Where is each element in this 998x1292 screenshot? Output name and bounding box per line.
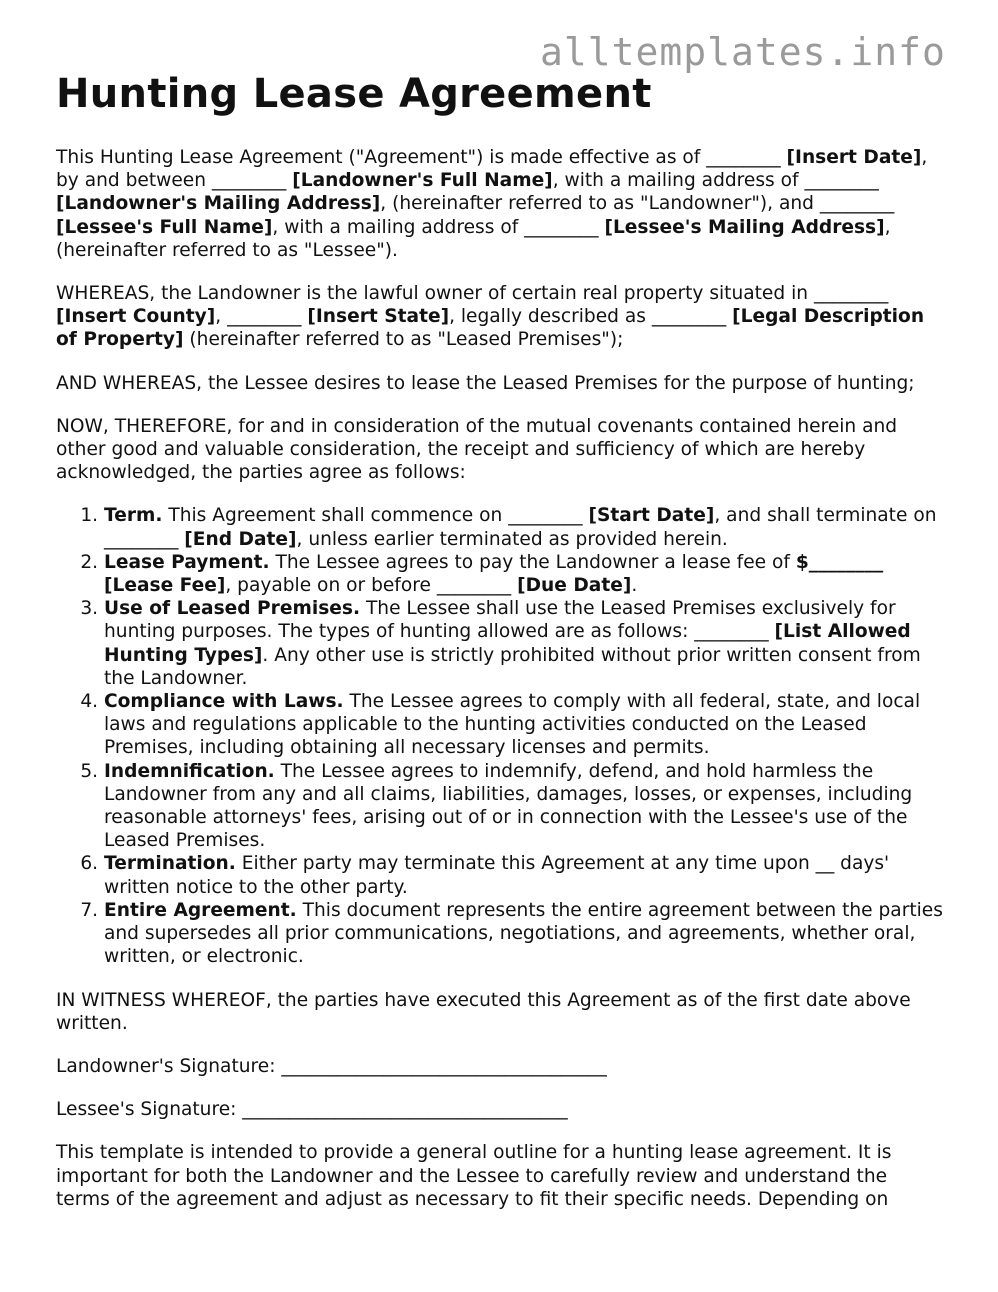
use-of-premises-item bbox=[104, 597, 946, 690]
placeholder-hunting-types: [List Allowed Hunting Types] bbox=[104, 621, 911, 666]
placeholder-county: [Insert County] bbox=[56, 306, 216, 328]
terms-list bbox=[56, 504, 946, 968]
intro-text-5: , with a mailing address of ________ bbox=[272, 216, 605, 238]
placeholder-due-date: [Due Date] bbox=[517, 575, 632, 597]
and-whereas-paragraph: AND WHEREAS, the Lessee desires to lease the Leased Premises for the purpose of hunting; bbox=[56, 372, 915, 394]
intro-text-2: , by and between ________ bbox=[56, 147, 928, 192]
whereas-text-4: (hereinafter referred to as "Leased Premises"); bbox=[183, 329, 624, 351]
placeholder-lessee-name: [Lessee's Full Name] bbox=[56, 216, 273, 238]
term-text-3: , unless earlier terminated as provided herein. bbox=[296, 528, 728, 550]
intro-text-1: This Hunting Lease Agreement ("Agreement") is made effective as of ________ bbox=[56, 147, 787, 168]
landowner-signature-line: Landowner's Signature: ___________________________________ bbox=[56, 1055, 607, 1077]
placeholder-state: [Insert State] bbox=[307, 306, 450, 328]
term-item bbox=[104, 504, 946, 550]
placeholder-lease-fee: $________ [Lease Fee] bbox=[104, 551, 884, 597]
placeholder-legal-description: [Legal Description of Property] bbox=[56, 306, 925, 351]
now-therefore-paragraph: NOW, THEREFORE, for and in consideration of the mutual covenants contained herein and other good and valuable consideration, the receipt and sufficiency of which are hereby acknowledged, the parties agree as follows: bbox=[56, 415, 898, 484]
indemnification-text: The Lessee agrees to indemnify, defend, and hold harmless the Landowner from any and all claims, liabilities, damages, losses, or expenses, including reasonable attorneys' fees, arising out of or in connection with the Lessee's use of the Leased Premises. bbox=[104, 760, 913, 852]
intro-paragraph bbox=[56, 146, 946, 262]
use-of-premises-text-2: . Any other use is strictly prohibited without prior written consent from the Landowner. bbox=[104, 644, 921, 689]
lease-payment-item bbox=[104, 551, 946, 597]
compliance-item bbox=[104, 690, 946, 760]
use-of-premises-heading: Use of Leased Premises. bbox=[104, 598, 361, 620]
placeholder-landowner-name: [Landowner's Full Name] bbox=[292, 170, 553, 192]
placeholder-lessee-address: [Lessee's Mailing Address] bbox=[604, 216, 885, 238]
term-text-2: , and shall terminate on ________ bbox=[104, 505, 937, 550]
compliance-heading: Compliance with Laws. bbox=[104, 691, 344, 713]
intro-text-4: , (hereinafter referred to as "Landowner"), and ________ bbox=[380, 193, 895, 215]
whereas-text-1: WHEREAS, the Landowner is the lawful owner of certain real property situated in ________ bbox=[56, 283, 889, 305]
term-heading: Term. bbox=[104, 505, 163, 527]
whereas-paragraph bbox=[56, 282, 946, 352]
placeholder-landowner-address: [Landowner's Mailing Address] bbox=[56, 193, 381, 215]
entire-agreement-heading: Entire Agreement. bbox=[104, 899, 297, 921]
placeholder-end-date: [End Date] bbox=[184, 528, 297, 550]
term-text-1: This Agreement shall commence on ________ bbox=[162, 505, 589, 527]
entire-agreement-item bbox=[104, 899, 946, 969]
termination-text: Either party may terminate this Agreement at any time upon __ days' written notice to the other party. bbox=[104, 853, 890, 898]
use-of-premises-text-1: The Lessee shall use the Leased Premises exclusively for hunting purposes. The types of hunting allowed are as follows: ________ bbox=[104, 598, 896, 643]
termination-item bbox=[104, 852, 946, 898]
whereas-text-2: , ________ bbox=[215, 306, 308, 328]
document-title: Hunting Lease Agreement bbox=[56, 71, 652, 117]
whereas-text-3: , legally described as ________ bbox=[449, 306, 733, 328]
lessee-signature-line: Lessee's Signature: ___________________________________ bbox=[56, 1099, 568, 1121]
lease-payment-text-2: , payable on or before ________ bbox=[225, 575, 518, 597]
witness-paragraph: IN WITNESS WHEREOF, the parties have executed this Agreement as of the first date above written. bbox=[56, 989, 911, 1034]
watermark: alltemplates.info bbox=[540, 30, 946, 74]
indemnification-heading: Indemnification. bbox=[104, 760, 275, 782]
placeholder-start-date: [Start Date] bbox=[588, 505, 715, 527]
compliance-text: The Lessee agrees to comply with all federal, state, and local laws and regulations applicable to the hunting activities conducted on the Leased Premises, including obtaining all necessary licenses and permits. bbox=[104, 691, 921, 759]
footer-note-paragraph: This template is intended to provide a general outline for a hunting lease agreement. It is important for both the Landowner and the Lessee to carefully review and understand the terms of the agreement and adjust as necessary to fit their specific needs. Depending on bbox=[56, 1142, 892, 1210]
document-page bbox=[56, 70, 946, 1231]
indemnification-item bbox=[104, 760, 946, 853]
lease-payment-text-1: The Lessee agrees to pay the Landowner a lease fee of bbox=[269, 551, 796, 573]
termination-heading: Termination. bbox=[104, 853, 236, 875]
lease-payment-text-3: . bbox=[631, 575, 638, 597]
lease-payment-heading: Lease Payment. bbox=[104, 551, 270, 573]
intro-text-6: , (hereinafter referred to as "Lessee"). bbox=[56, 216, 891, 261]
entire-agreement-text: This document represents the entire agreement between the parties and supersedes all prior communications, negotiations, and agreements, whether oral, written, or electronic. bbox=[104, 899, 943, 968]
placeholder-insert-date: [Insert Date] bbox=[786, 147, 922, 168]
intro-text-3: , with a mailing address of ________ bbox=[552, 170, 879, 192]
